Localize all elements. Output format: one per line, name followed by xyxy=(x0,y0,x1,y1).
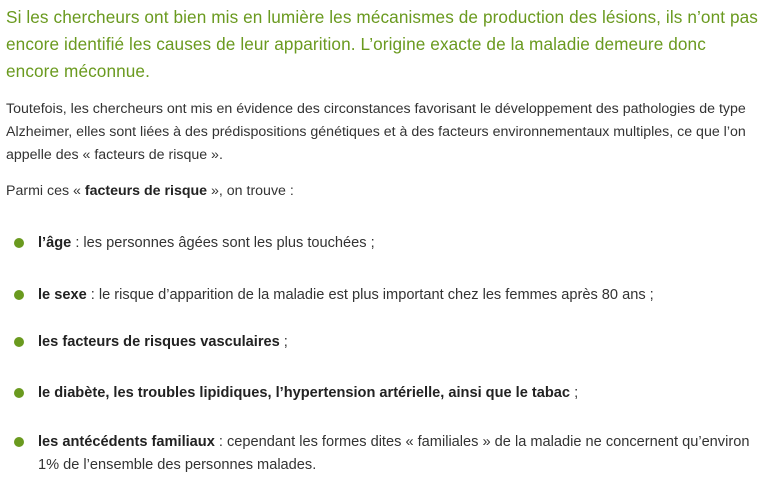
intro-before: Parmi ces « xyxy=(6,183,85,199)
list-item-sex xyxy=(14,284,654,307)
factor-description: ; xyxy=(570,385,579,401)
list-item-vascular xyxy=(14,331,288,354)
factor-term: le diabète, les troubles lipidiques, l’hypertension artérielle, ainsi que le tabac xyxy=(38,385,571,401)
factor-description: : cependant les formes dites « familiales » de la maladie ne concernent qu’environ 1% de l’ensemble des personnes malades. xyxy=(38,434,750,473)
list-item-age xyxy=(14,232,375,255)
factor-description: : les personnes âgées sont les plus touchées ; xyxy=(71,235,375,251)
factor-term: les facteurs de risques vasculaires xyxy=(38,334,280,350)
context-paragraph: Toutefois, les chercheurs ont mis en évidence des circonstances favorisant le développement des pathologies de type Alzheimer, elles sont liées à des prédispositions génétiques et à des facteurs environnementaux multiples, ce que l’on appelle des « facteurs de risque ». xyxy=(6,101,746,163)
article-content xyxy=(6,0,762,203)
bullet-icon xyxy=(14,388,24,398)
factor-term: le sexe xyxy=(38,287,87,303)
lead-paragraph: Si les chercheurs ont bien mis en lumière les mécanismes de production des lésions, ils n’ont pas encore identifié les causes de leur apparition. L’origine exacte de la maladie demeure donc encore méconnue. xyxy=(6,7,758,81)
factor-description: ; xyxy=(279,334,288,350)
factor-term: l’âge xyxy=(38,235,72,251)
list-item-diabetes xyxy=(14,382,578,405)
bullet-icon xyxy=(14,337,24,347)
risk-factors-intro xyxy=(6,180,762,203)
intro-bold-term: facteurs de risque xyxy=(84,183,208,199)
list-item-family-history xyxy=(14,431,754,477)
factor-term: les antécédents familiaux xyxy=(38,434,215,450)
bullet-icon xyxy=(14,437,24,447)
intro-after: », on trouve : xyxy=(207,183,294,199)
bullet-icon xyxy=(14,290,24,300)
bullet-icon xyxy=(14,238,24,248)
factor-description: : le risque d’apparition de la maladie est plus important chez les femmes après 80 ans ; xyxy=(86,287,654,303)
